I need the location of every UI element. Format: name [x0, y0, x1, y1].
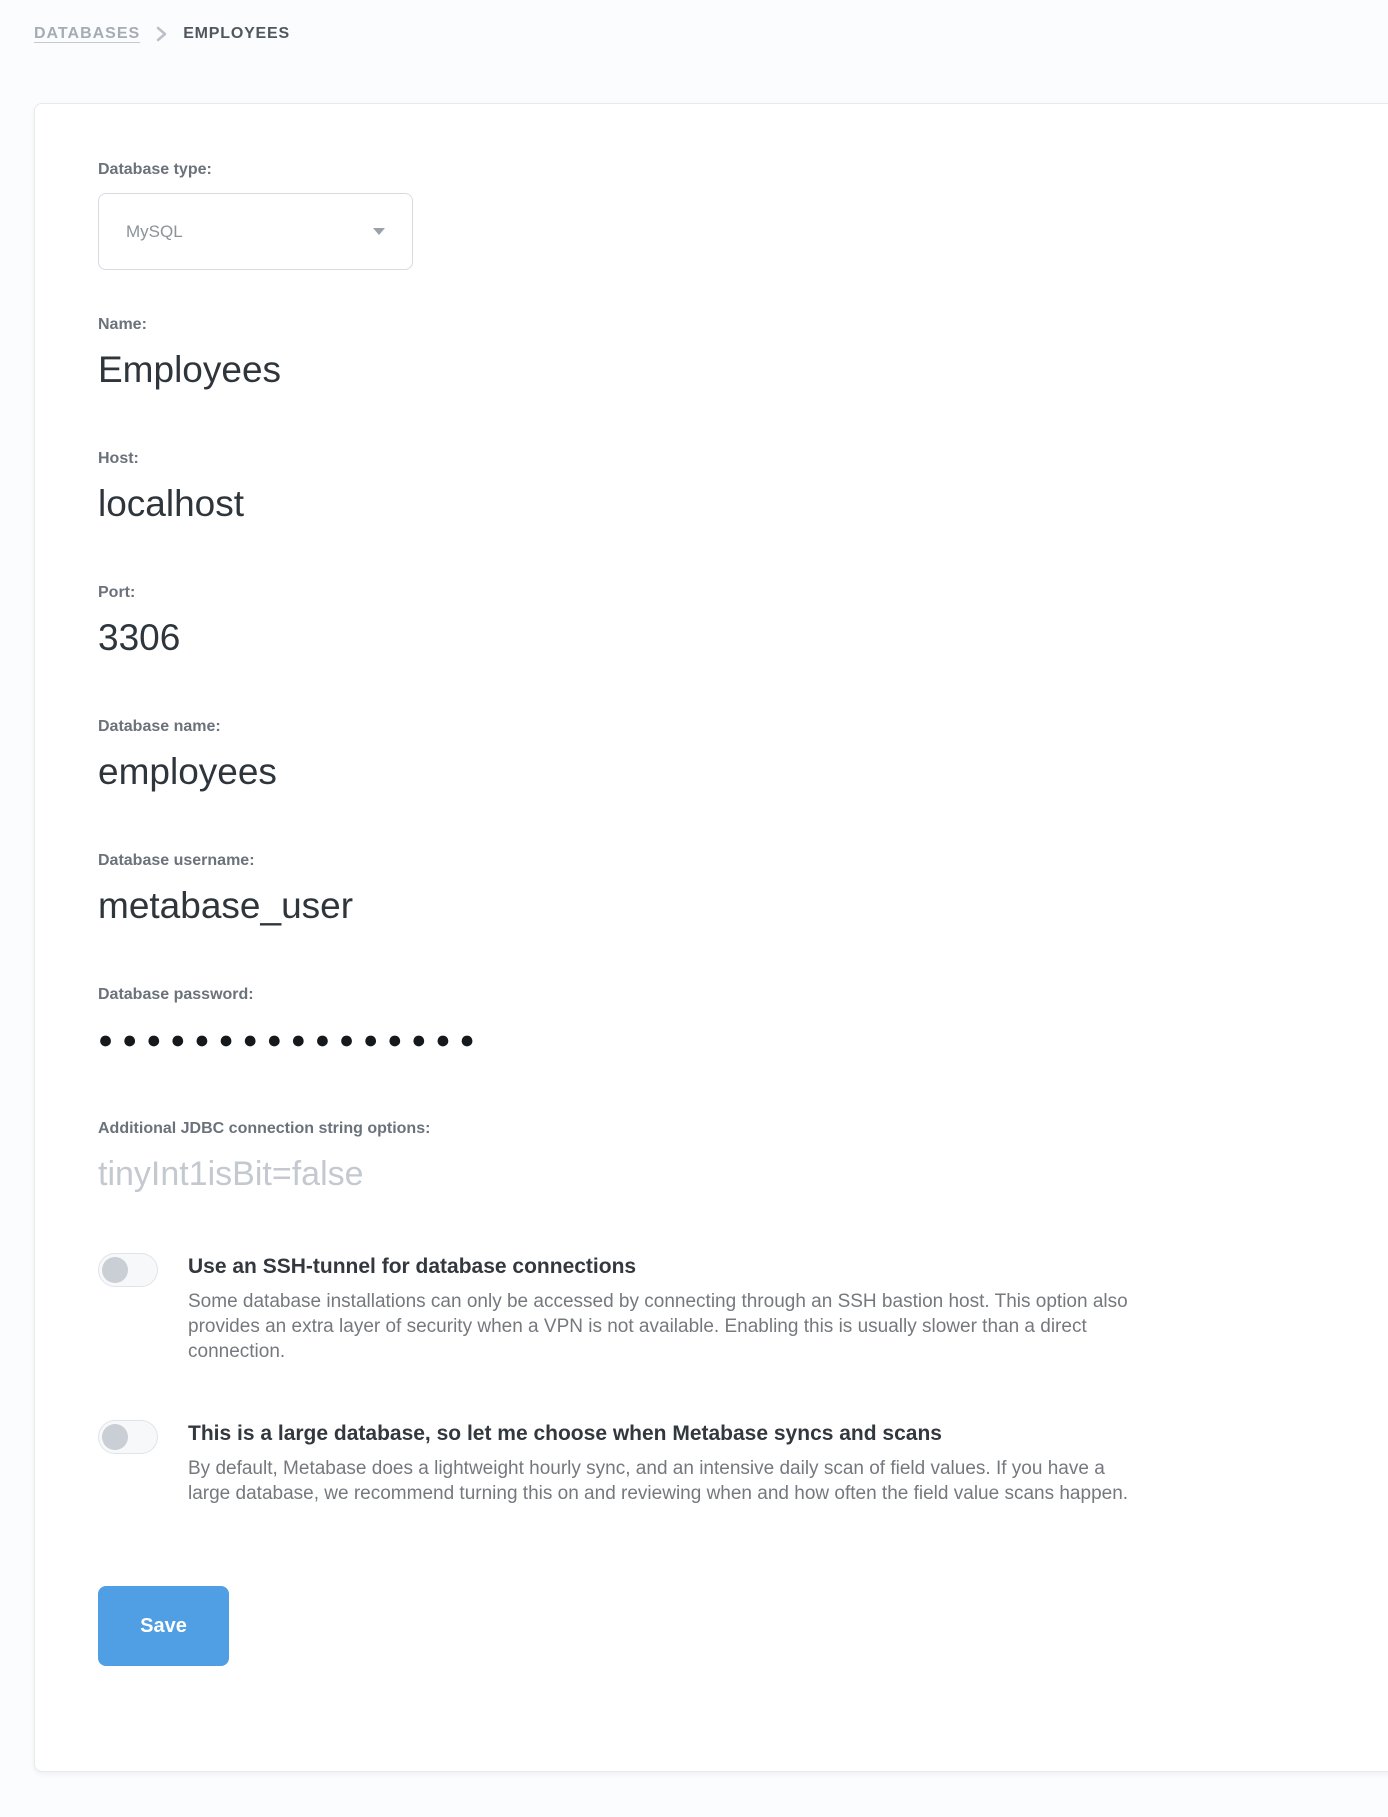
large-db-title: This is a large database, so let me choose when Metabase syncs and scans: [188, 1422, 942, 1445]
jdbc-options-input[interactable]: [98, 1152, 998, 1196]
breadcrumb-link-databases[interactable]: DATABASES: [34, 25, 141, 42]
name-label: Name:: [98, 316, 147, 333]
host-input[interactable]: [98, 482, 998, 526]
jdbc-options-label: Additional JDBC connection string options:: [98, 1120, 431, 1137]
database-name-label: Database name:: [98, 718, 221, 735]
large-db-text: [188, 1418, 1148, 1506]
save-button[interactable]: Save: [98, 1586, 229, 1666]
large-db-toggle[interactable]: [98, 1420, 158, 1454]
ssh-tunnel-title: Use an SSH-tunnel for database connections: [188, 1255, 637, 1278]
database-edit-form-card: [34, 103, 1388, 1772]
port-input[interactable]: [98, 616, 998, 660]
large-db-description: By default, Metabase does a lightweight hourly sync, and an intensive daily scan of field values. If you have a large database, we recommend turning this on and reviewing when and how often the field value scans happen.: [188, 1458, 1129, 1504]
database-name-input[interactable]: [98, 750, 998, 794]
host-label: Host:: [98, 450, 139, 467]
large-database-setting: [98, 1418, 1367, 1506]
database-password-input[interactable]: [98, 1018, 998, 1062]
ssh-tunnel-description: Some database installations can only be accessed by connecting through an SSH bastion host. This option also provides an extra layer of security when a VPN is not available. Enabling this is usually slower than a direct connection.: [188, 1291, 1128, 1362]
breadcrumb-current: EMPLOYEES: [183, 25, 290, 42]
ssh-tunnel-toggle[interactable]: [98, 1253, 158, 1287]
toggle-knob: [102, 1424, 128, 1450]
breadcrumb: [34, 25, 290, 43]
ssh-tunnel-text: [188, 1251, 1148, 1364]
port-label: Port:: [98, 584, 136, 601]
ssh-tunnel-setting: [98, 1251, 1367, 1364]
database-username-input[interactable]: [98, 884, 998, 928]
database-type-select[interactable]: [98, 193, 413, 270]
name-input[interactable]: [98, 348, 998, 392]
database-type-value: MySQL: [126, 221, 183, 241]
chevron-right-icon: [156, 25, 167, 43]
database-type-label: Database type:: [98, 161, 212, 178]
database-username-label: Database username:: [98, 852, 255, 869]
toggle-knob: [102, 1257, 128, 1283]
chevron-down-icon: [373, 228, 385, 235]
database-password-label: Database password:: [98, 986, 254, 1003]
